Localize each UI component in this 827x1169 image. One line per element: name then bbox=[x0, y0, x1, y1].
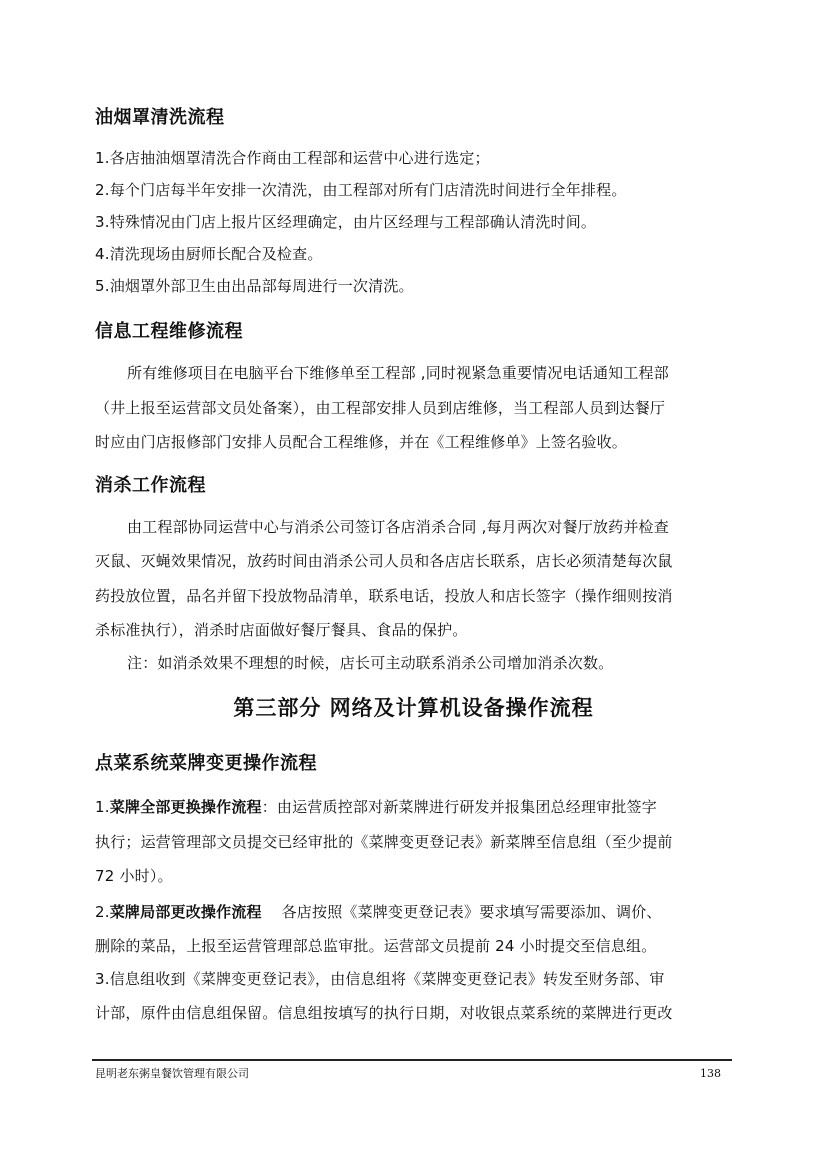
part-title: 第三部分 网络及计算机设备操作流程 bbox=[233, 696, 594, 720]
paragraph-line: 由工程部协同运营中心与消杀公司签订各店消杀合同 ,每月两次对餐厅放药并检查 bbox=[127, 518, 669, 536]
paragraph-line: 计部，原件由信息组保留。信息组按填写的执行日期，对收银点菜系统的菜牌进行更改 bbox=[95, 1004, 673, 1022]
item-number: 1. bbox=[95, 798, 110, 816]
item-text: ：由运营质控部对新菜牌进行研发并报集团总经理审批签字 bbox=[261, 798, 657, 816]
paragraph-line: 时应由门店报修部门安排人员配合工程维修，并在《工程维修单》上签名验收。 bbox=[95, 433, 628, 451]
item-heading: 菜牌全部更换操作流程 bbox=[109, 798, 262, 816]
list-item: 4.清洗现场由厨师长配合及检查。 bbox=[95, 245, 323, 263]
note-line: 注：如消杀效果不理想的时候，店长可主动联系消杀公司增加消杀次数。 bbox=[127, 654, 614, 672]
page-number: 138 bbox=[700, 1067, 721, 1080]
paragraph-line: 杀标准执行），消杀时店面做好餐厅餐具、食品的保护。 bbox=[95, 621, 468, 639]
list-item: 5.油烟罩外部卫生由出品部每周进行一次清洗。 bbox=[95, 277, 414, 295]
list-item: 2.每个门店每半年安排一次清洗，由工程部对所有门店清洗时间进行全年排程。 bbox=[95, 181, 627, 199]
section-title-pest-control: 消杀工作流程 bbox=[95, 475, 206, 496]
item-text: 各店按照《菜牌变更登记表》要求填写需要添加、调价、 bbox=[261, 903, 662, 921]
footer-divider bbox=[92, 1059, 732, 1061]
footer-company: 昆明老东粥皇餐饮管理有限公司 bbox=[95, 1067, 249, 1080]
list-item: 1.各店抽油烟罩清洗合作商由工程部和运营中心进行选定； bbox=[95, 149, 490, 167]
list-item: 3.特殊情况由门店上报片区经理确定，由片区经理与工程部确认清洗时间。 bbox=[95, 213, 597, 231]
paragraph-line: 所有维修项目在电脑平台下维修单至工程部 ,同时视紧急重要情况电话通知工程部 bbox=[127, 364, 669, 382]
section-title-it-repair: 信息工程维修流程 bbox=[95, 321, 243, 342]
paragraph-line: 执行；运营管理部文员提交已经审批的《菜牌变更登记表》新菜牌至信息组（至少提前 bbox=[95, 833, 673, 851]
section-title-menu-change: 点菜系统菜牌变更操作流程 bbox=[95, 753, 317, 774]
section-title-hood-cleaning: 油烟罩清洗流程 bbox=[95, 107, 225, 128]
paragraph-line: 72 小时）。 bbox=[95, 867, 173, 885]
paragraph-line: 药投放位置，品名并留下投放物品清单，联系电话，投放人和店长签字（操作细则按消 bbox=[95, 587, 673, 605]
item-heading: 菜牌局部更改操作流程 bbox=[109, 903, 262, 921]
item-number: 2. bbox=[95, 903, 110, 921]
paragraph-line: （井上报至运营部文员处备案），由工程部安排人员到店维修，当工程部人员到达餐厅 bbox=[95, 399, 666, 417]
paragraph-line bbox=[95, 797, 657, 817]
paragraph-line: 删除的菜品，上报至运营管理部总监审批。运营部文员提前 24 小时提交至信息组。 bbox=[95, 937, 657, 955]
paragraph-line: 灭鼠、灭蝇效果情况，放药时间由消杀公司人员和各店店长联系，店长必须清楚每次鼠 bbox=[95, 552, 673, 570]
paragraph-line bbox=[95, 902, 662, 922]
paragraph-line: 3.信息组收到《菜牌变更登记表》，由信息组将《菜牌变更登记表》转发至财务部、审 bbox=[95, 970, 665, 988]
